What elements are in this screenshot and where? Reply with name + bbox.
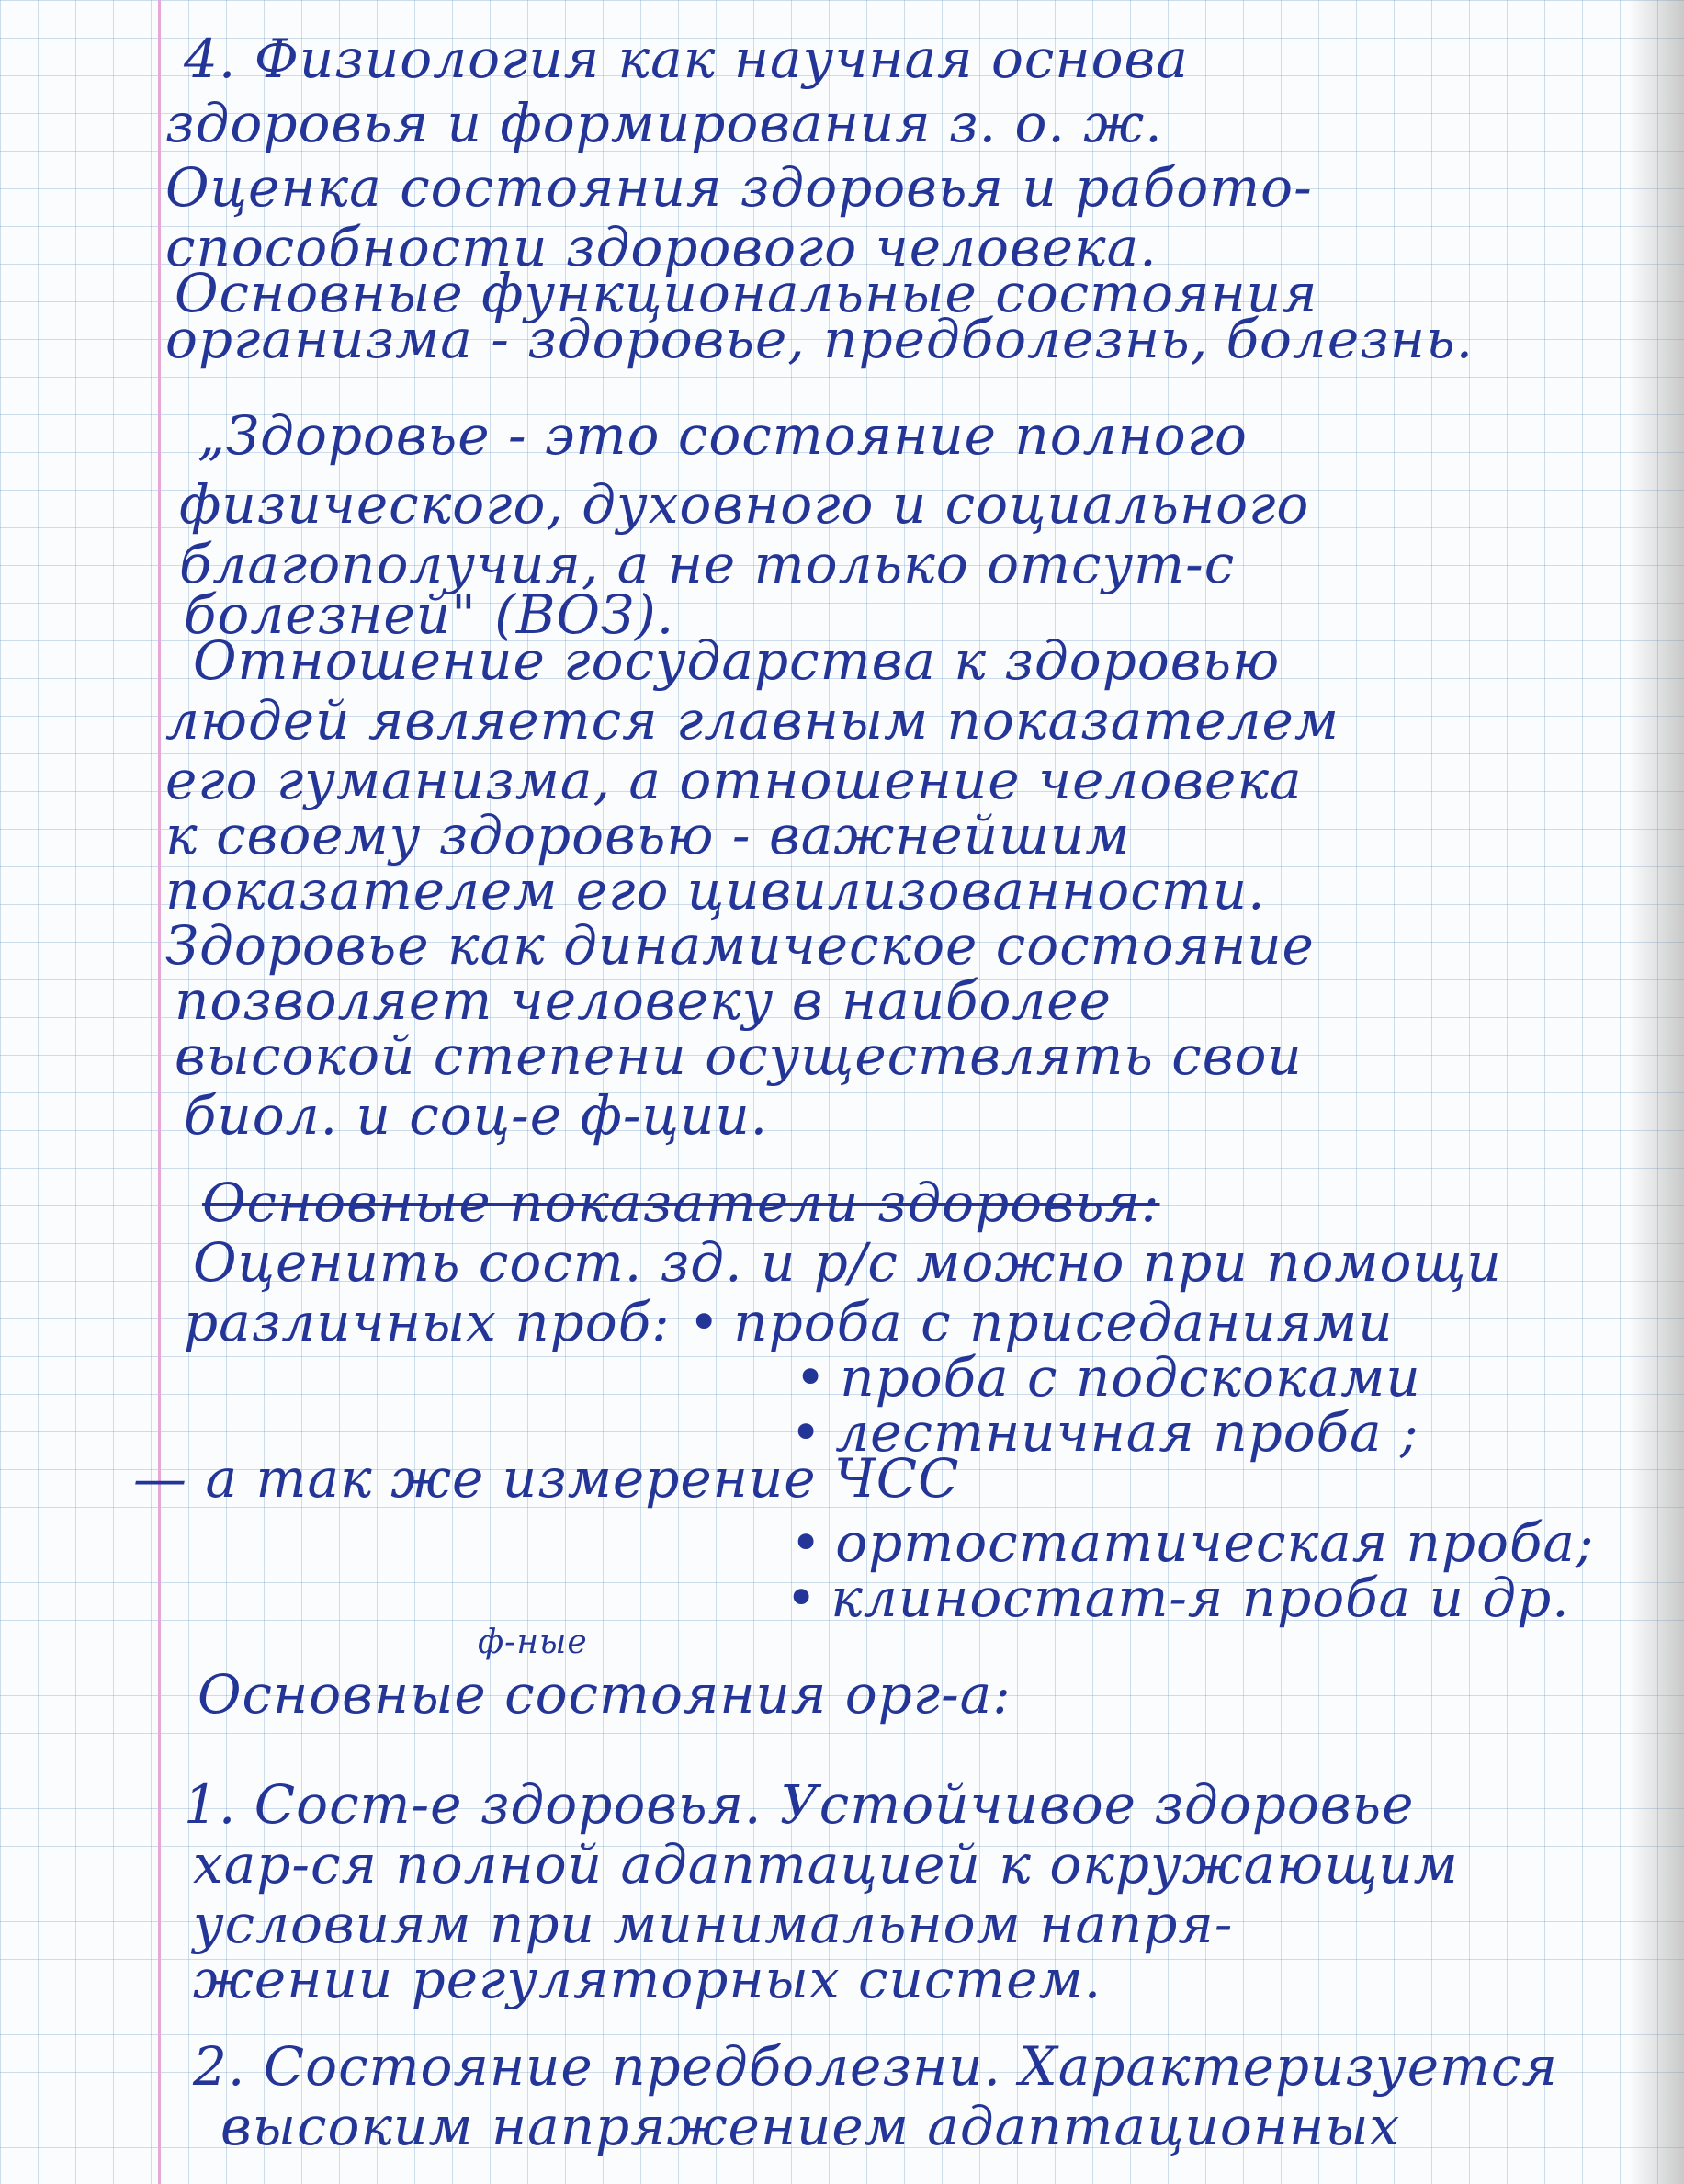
state-1-line-3: условиям при минимальном напря- xyxy=(193,1893,1234,1955)
test-item-5: клиностат-я проба и др. xyxy=(831,1567,1570,1629)
paragraph-line-5: показателем его цивилизованности. xyxy=(165,859,1266,922)
bullet-icon: • xyxy=(790,1511,823,1574)
states-heading: Основные состояния орг-а: xyxy=(198,1663,1012,1726)
heading-line-1 xyxy=(184,28,1189,90)
paragraph-line-9: биол. и соц-е ф-ции. xyxy=(184,1084,769,1147)
bullet-icon: • xyxy=(785,1567,819,1629)
definition-line-4: болезней" (ВОЗ). xyxy=(184,583,675,646)
bullet-icon: • xyxy=(790,1401,823,1464)
paragraph-line-6: Здоровье как динамическое состояние xyxy=(165,914,1315,977)
assessment-line-3 xyxy=(133,1447,960,1510)
heading-number: 4. xyxy=(184,28,237,90)
bullet-icon: • xyxy=(688,1291,721,1353)
heading-line-3: Оценка состояния здоровья и работо- xyxy=(165,156,1313,219)
state-1-line-4: жении регуляторных систем. xyxy=(193,1948,1102,2010)
heading-line-4: способности здорового человека. xyxy=(165,216,1158,278)
test-item-4: ортостатическая проба; xyxy=(835,1511,1595,1574)
dash-mark: — xyxy=(133,1447,187,1510)
bullet-icon: • xyxy=(795,1346,828,1409)
state-1-line-1: 1. Сост-е здоровья. Устойчивое здоровье xyxy=(184,1773,1415,1836)
state-1-line-2: хар-ся полной адаптацией к окружающим xyxy=(193,1833,1459,1895)
measurement-text: а так же измерение ЧСС xyxy=(205,1447,960,1510)
state-2-line-2: высоким напряжением адаптационных xyxy=(220,2095,1401,2157)
test-row-2 xyxy=(795,1346,1421,1409)
heading-line-6: организма - здоровье, предболезнь, болезнь. xyxy=(165,308,1475,370)
test-row-5 xyxy=(785,1567,1570,1629)
paragraph-line-3: его гуманизма, а отношение человека xyxy=(165,749,1303,811)
paragraph-line-8: высокой степени осуществлять свои xyxy=(175,1024,1303,1087)
page-edge-shadow xyxy=(1629,0,1684,2184)
insert-note: ф-ные xyxy=(478,1624,588,1661)
heading-line-2: здоровья и формирования з. о. ж. xyxy=(165,92,1163,154)
paragraph-line-2: людей является главным показателем xyxy=(165,689,1339,752)
heading-text-1: Физиология как научная основа xyxy=(254,28,1189,90)
assessment-line-1: Оценить сост. зд. и р/с можно при помощи xyxy=(193,1231,1502,1294)
paragraph-line-1: Отношение государства к здоровью xyxy=(193,629,1281,692)
test-row-4 xyxy=(790,1511,1595,1574)
paragraph-line-4: к своему здоровью - важнейшим xyxy=(165,804,1131,866)
heading-line-5: Основные функциональные состояния xyxy=(175,262,1318,324)
definition-line-2: физического, духовного и социального xyxy=(179,473,1310,536)
assessment-line-2 xyxy=(184,1291,1394,1353)
struck-heading: Основные показатели здоровья: xyxy=(202,1171,1160,1234)
assessment-prefix: различных проб: xyxy=(184,1291,671,1353)
margin-line xyxy=(158,0,161,2184)
definition-line-3: благополучия, а не только отсут-с xyxy=(179,533,1236,595)
test-item-1: проба с приседаниями xyxy=(733,1291,1394,1353)
definition-line-1: „Здоровье - это состояние полного xyxy=(198,404,1248,467)
test-item-2: проба с подскоками xyxy=(840,1346,1421,1409)
state-2-line-1: 2. Состояние предболезни. Характеризуется xyxy=(193,2035,1558,2098)
test-item-3: лестничная проба ; xyxy=(835,1401,1419,1464)
paragraph-line-7: позволяет человеку в наиболее xyxy=(175,969,1112,1032)
